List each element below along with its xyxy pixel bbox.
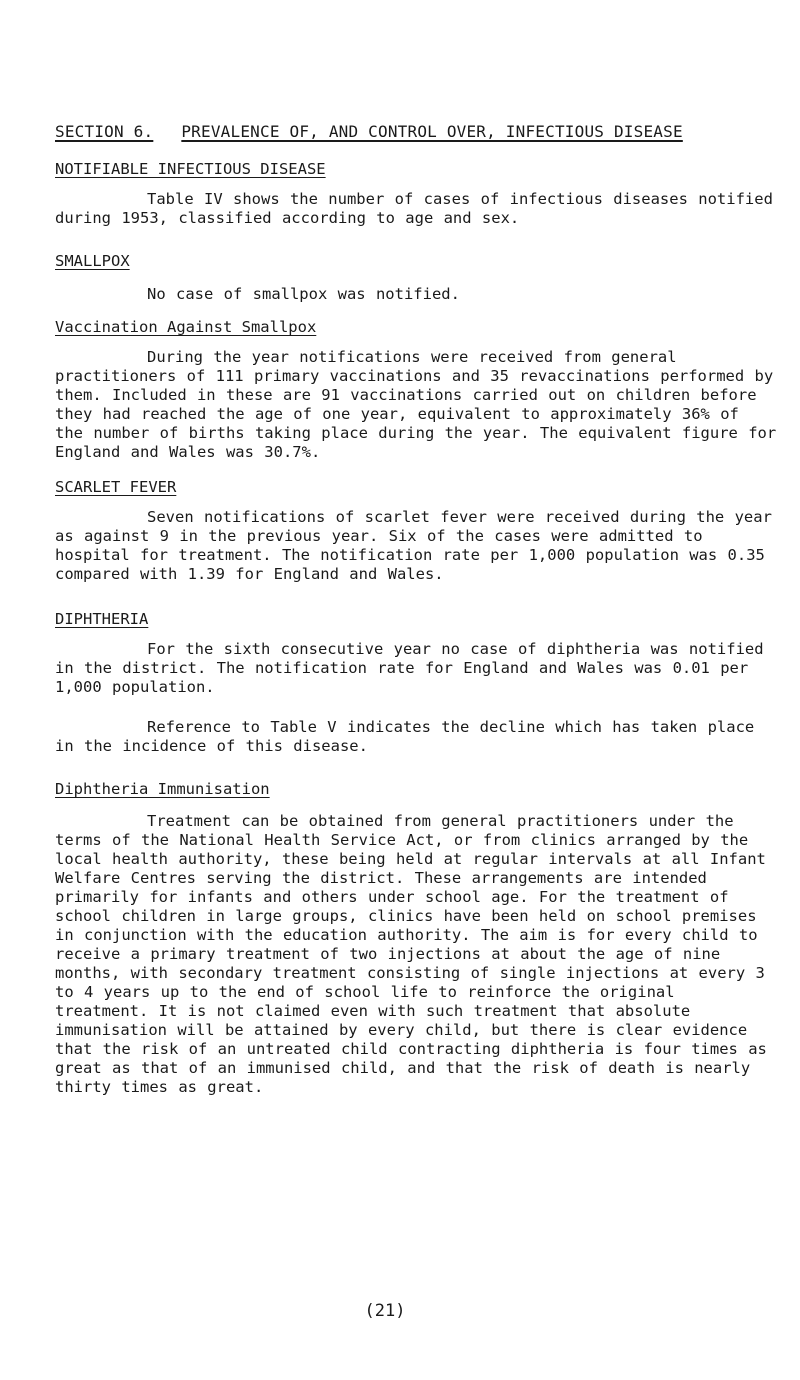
- smallpox-paragraph: No case of smallpox was notified.: [147, 285, 460, 303]
- diphtheria-paragraph-2: Reference to Table V indicates the decline which has taken place in the incidence of this disease.: [55, 718, 755, 755]
- immunisation-heading: Diphtheria Immunisation: [55, 780, 270, 798]
- notifiable-heading: NOTIFIABLE INFECTIOUS DISEASE: [55, 160, 326, 178]
- diphtheria-paragraph-1: For the sixth consecutive year no case of diphtheria was notified in the district. The notification rate for England and Wales was 0.01 per 1,000 population.: [55, 640, 764, 696]
- smallpox-heading: SMALLPOX: [55, 252, 130, 270]
- vaccination-paragraph: During the year notifications were received from general practitioners of 111 primary vaccinations and 35 revaccinations performed by them. Included in these are 91 vaccinations carried out on children before they had reached the age of one year, equivalent to approximately 36% of the number of births taking place during the year. The equivalent figure for England and Wales was 30.7%.: [55, 348, 777, 461]
- scarlet-fever-paragraph: Seven notifications of scarlet fever were received during the year as against 9 in the previous year. Six of the cases were admitted to hospital for treatment. The notification rate per 1,000 population was 0.35 compared with 1.39 for England and Wales.: [55, 508, 772, 583]
- diphtheria-heading: DIPHTHERIA: [55, 610, 149, 628]
- section-title: PREVALENCE OF, AND CONTROL OVER, INFECTIOUS DISEASE: [181, 122, 683, 141]
- scarlet-fever-heading: SCARLET FEVER: [55, 478, 177, 496]
- notifiable-paragraph: Table IV shows the number of cases of infectious diseases notified during 1953, classified according to age and sex.: [55, 190, 773, 227]
- vaccination-heading: Vaccination Against Smallpox: [55, 318, 317, 336]
- section-header: [55, 122, 683, 141]
- page-number: (21): [364, 1301, 406, 1321]
- immunisation-paragraph: Treatment can be obtained from general practitioners under the terms of the National Health Service Act, or from clinics arranged by the local health authority, these being held at regular intervals at all Infant Welfare Centres serving the district. These arrangements are intended primarily for infants and others under school age. For the treatment of school children in large groups, clinics have been held on school premises in conjunction with the education authority. The aim is for every child to receive a primary treatment of two injections at about the age of nine months, with secondary treatment consisting of single injections at every 3 to 4 years up to the end of school life to reinforce the original treatment. It is not claimed even with such treatment that absolute immunisation will be attained by every child, but there is clear evidence that the risk of an untreated child contracting diphtheria is four times as great as that of an immunised child, and that the risk of death is nearly thirty times as great.: [55, 812, 767, 1096]
- section-number: SECTION 6.: [55, 122, 154, 141]
